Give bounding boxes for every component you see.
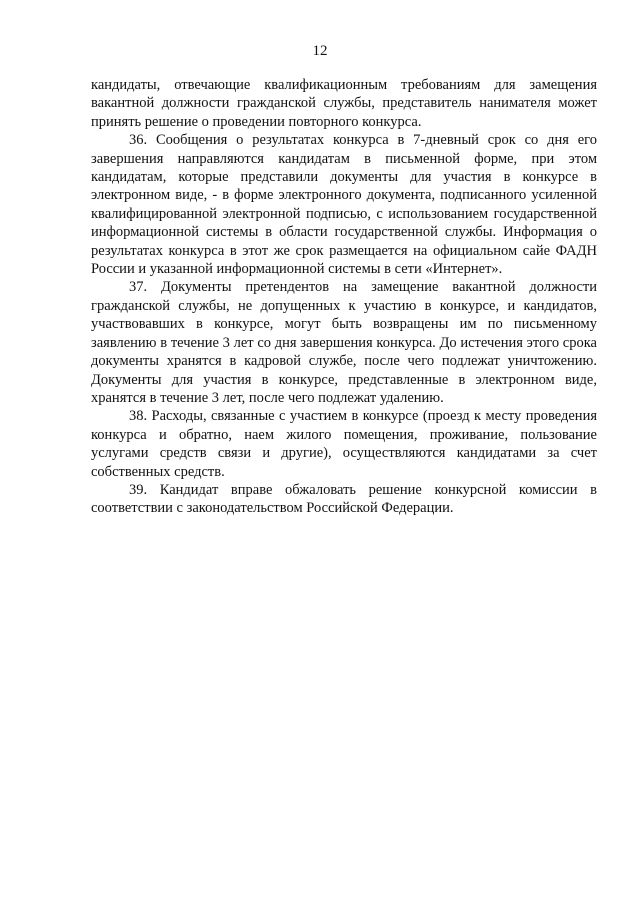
paragraph-37: 37. Документы претендентов на замещение вакантной должности гражданской службы, не допущенных к участию в конкурсе, и кандидатов, участвовавших в конкурсе, могут быть возвращены им по письменному заявлению в течение 3 лет со дня завершения конкурса. До истечения этого срока документы хранятся в кадровой службе, после чего подлежат уничтожению. Документы для участия в конкурсе, представленные в электронном виде, хранятся в течение 3 лет, после чего подлежат удалению. xyxy=(91,279,597,406)
document-body xyxy=(91,76,597,518)
paragraph-continuation: кандидаты, отвечающие квалификационным требованиям для замещения вакантной должности гражданской службы, представитель нанимателя может принять решение о проведении повторного конкурса. xyxy=(91,77,597,130)
paragraph-38: 38. Расходы, связанные с участием в конкурсе (проезд к месту проведения конкурса и обратно, наем жилого помещения, проживание, пользование услугами средств связи и другие), осуществляются кандидатами за счет собственных средств. xyxy=(91,408,597,480)
paragraph-36: 36. Сообщения о результатах конкурса в 7-дневный срок со дня его завершения направляются кандидатам в письменной форме, при этом кандидатам, которые представили документы для участия в конкурсе в электронном виде, - в форме электронного документа, подписанного усиленной квалифицированной электронной подписью, с использованием государственной информационной системы в области государственной службы. Информация о результатах конкурса в этот же срок размещается на официальном сайе ФАДН России и указанной информационной системы в сети «Интернет». xyxy=(91,132,597,278)
paragraph-39: 39. Кандидат вправе обжаловать решение конкурсной комиссии в соответствии с законодательством Российской Федерации. xyxy=(91,481,597,517)
page-number: 12 xyxy=(312,43,328,59)
